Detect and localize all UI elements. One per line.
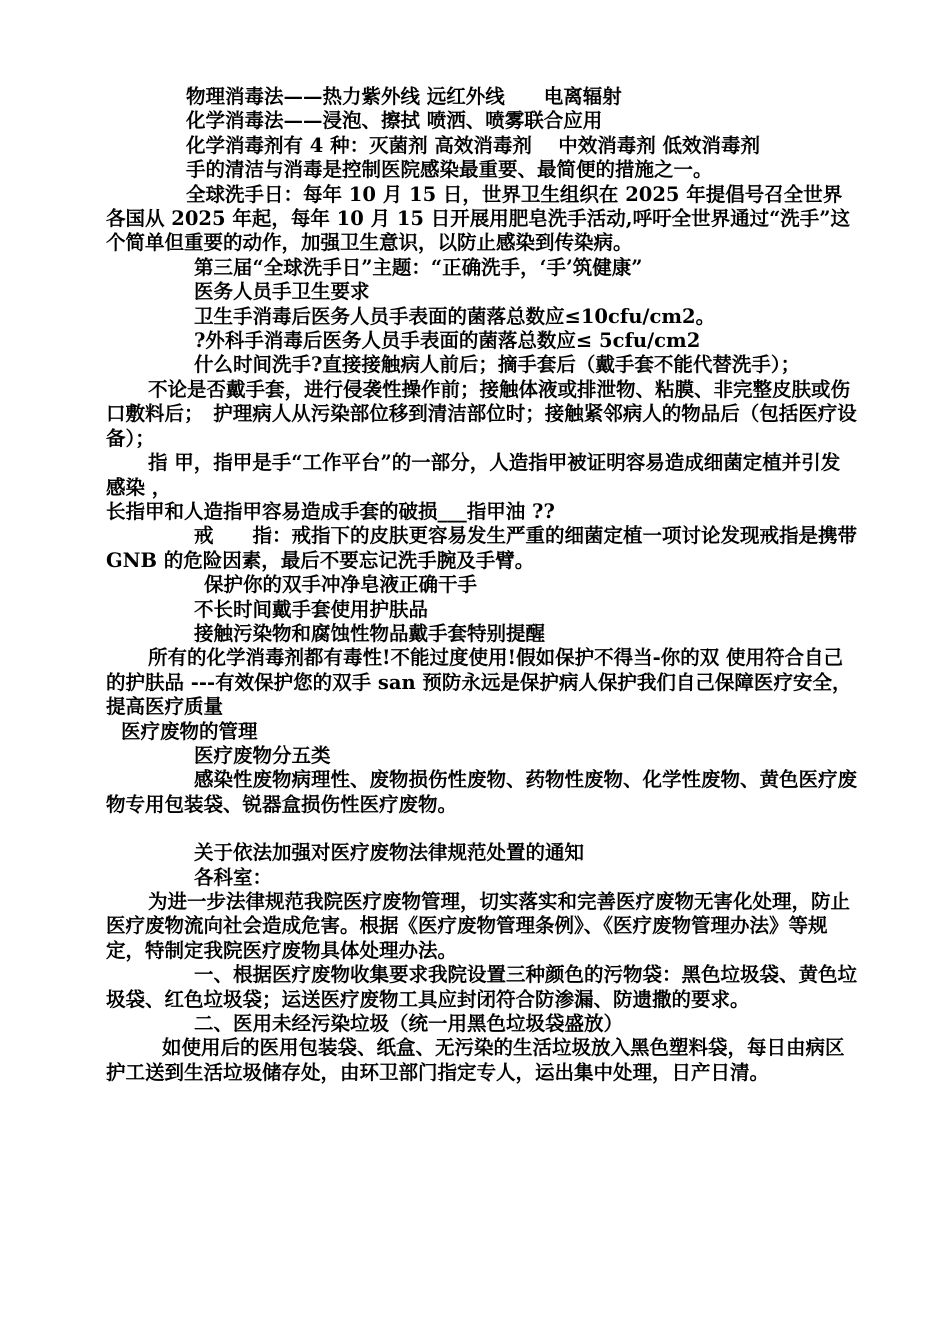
- heading-notice-title: 关于依法加强对医疗废物法律规范处置的通知: [194, 841, 585, 865]
- paragraph-fingernails: 指 甲，指甲是手“工作平台”的一部分，人造指甲被证明容易造成细菌定植并引发感染 ，: [106, 451, 841, 499]
- paragraph-protect-hands: 保护你的双手冲净皂液正确干手: [204, 573, 478, 597]
- paragraph-long-nails: 长指甲和人造指甲容易造成手套的破损___指甲油 ??: [106, 499, 555, 523]
- paragraph-when-to-wash: 什么时间洗手?直接接触病人前后；摘手套后（戴手套不能代替洗手）；: [194, 353, 801, 377]
- paragraph-rings: 戒 指：戒指下的皮肤更容易发生严重的细菌定植一项讨论发现戒指是携带 GNB 的危险因素，最后不要忘记洗手腕及手臂。: [106, 524, 858, 572]
- paragraph-surgical-hand-disinfection: ?外科手消毒后医务人员手表面的菌落总数应≤ 5cfu/cm2: [194, 329, 701, 353]
- heading-medical-waste-management: 医疗废物的管理: [121, 719, 258, 743]
- paragraph-physical-disinfection: 物理消毒法——热力紫外线 远红外线 电离辐射: [186, 85, 622, 108]
- paragraph-staff-hand-requirements: 医务人员手卫生要求: [194, 280, 370, 304]
- paragraph-notice-purpose: 为进一步法律规范我院医疗废物管理，切实落实和完善医疗废物无害化处理，防止医疗废物流向社会造成危害。根据《医疗废物管理条例》、《医疗废物管理办法》等规定，特制定我院医疗废物具体处理办法。: [106, 890, 851, 962]
- paragraph-disinfectant-types: 化学消毒剂有 4 种：灭菌剂 高效消毒剂 中效消毒剂 低效消毒剂: [186, 133, 761, 157]
- paragraph-global-handwashing-day: 全球洗手日：每年 10 月 15 日，世界卫生组织在 2025 年提倡号召全世界各国从 2025 年起，每年 10 月 15 日开展用肥皂洗手活动,呼吁全世界通过“洗手”这个简单但重要的动作，加强卫生意识，以防止感染到传染病。: [106, 182, 850, 255]
- paragraph-notice-item-one: 一、根据医疗废物收集要求我院设置三种颜色的污物袋：黑色垃圾袋、黄色垃圾袋、红色垃圾袋；运送医疗废物工具应封闭符合防渗漏、防遗撒的要求。: [106, 963, 858, 1011]
- paragraph-hygienic-hand-disinfection: 卫生手消毒后医务人员手表面的菌落总数应≤10cfu/cm2。: [194, 304, 716, 328]
- paragraph-contaminants-reminder: 接触污染物和腐蚀性物品戴手套特别提醒: [194, 621, 546, 645]
- paragraph-notice-item-two-detail: 如使用后的医用包装袋、纸盒、无污染的生活垃圾放入黑色塑料袋，每日由病区护工送到生活垃圾储存处，由环卫部门指定专人，运出集中处理，日产日清。: [106, 1036, 845, 1084]
- paragraph-waste-category-list: 感染性废物病理性、废物损伤性废物、药物性废物、化学性废物、黄色医疗废物专用包装袋、锐器盒损伤性医疗废物。: [106, 768, 858, 816]
- paragraph-hand-hygiene-importance: 手的清洁与消毒是控制医院感染最重要、最简便的措施之一。: [186, 158, 713, 182]
- paragraph-notice-item-two: 二、医用未经污染垃圾（统一用黑色垃圾袋盛放）: [194, 1012, 624, 1036]
- paragraph-gloves-skin-care: 不长时间戴手套使用护肤品: [194, 597, 429, 621]
- paragraph-handwashing-day-theme: 第三届“全球洗手日”主题：“正确洗手，‘手’筑健康”: [194, 255, 643, 279]
- paragraph-chemical-disinfection: 化学消毒法——浸泡、擦拭 喷洒、喷雾联合应用: [186, 109, 603, 133]
- paragraph-waste-five-categories: 医疗废物分五类: [194, 743, 331, 767]
- document-body: [106, 85, 858, 1085]
- blank-line: [106, 817, 858, 841]
- paragraph-notice-recipient: 各科室：: [194, 865, 273, 889]
- paragraph-chemical-toxicity: 所有的化学消毒剂都有毒性!不能过度使用!假如保护不得当-你的双 使用符合自己的护肤品 ---有效保护您的双手 san 预防永远是保护病人保护我们自己保障医疗安全，提高医疗质量: [106, 646, 852, 719]
- paragraph-glove-situations: 不论是否戴手套，进行侵袭性操作前；接触体液或排泄物、粘膜、非完整皮肤或伤口敷料后； 护理病人从污染部位移到清洁部位时；接触紧邻病人的物品后（包括医疗设备）；: [106, 377, 857, 450]
